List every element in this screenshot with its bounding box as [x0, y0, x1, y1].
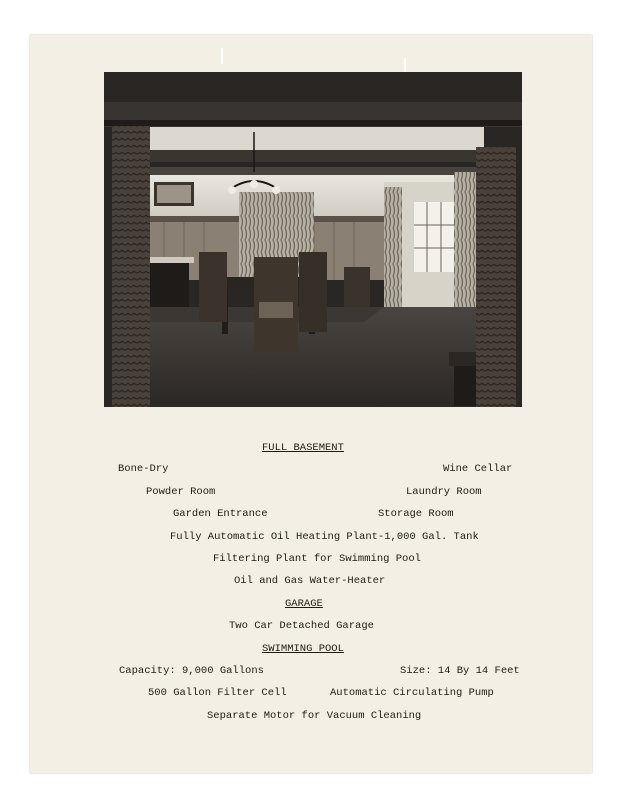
filtering-plant-text: Filtering Plant for Swimming Pool	[213, 553, 421, 565]
water-heater-text: Oil and Gas Water-Heater	[234, 575, 386, 587]
paper-mark	[221, 48, 223, 64]
garage-heading: GARAGE	[285, 598, 323, 610]
wine-cellar-text: Wine Cellar	[443, 463, 513, 475]
swimming-pool-heading: SWIMMING POOL	[262, 643, 344, 655]
storage-room-text: Storage Room	[378, 508, 454, 520]
pool-capacity-text: Capacity: 9,000 Gallons	[119, 665, 264, 677]
garage-detail-text: Two Car Detached Garage	[229, 620, 374, 632]
laundry-room-text: Laundry Room	[406, 486, 482, 498]
pool-size-text: Size: 14 By 14 Feet	[400, 665, 520, 677]
full-basement-heading: FULL BASEMENT	[262, 442, 344, 454]
powder-room-text: Powder Room	[146, 486, 216, 498]
circulating-pump-text: Automatic Circulating Pump	[330, 687, 494, 699]
dining-room-photo	[104, 72, 522, 407]
vacuum-motor-text: Separate Motor for Vacuum Cleaning	[207, 710, 422, 722]
garden-entrance-text: Garden Entrance	[173, 508, 268, 520]
bone-dry-text: Bone-Dry	[118, 463, 169, 475]
filter-cell-text: 500 Gallon Filter Cell	[148, 687, 287, 699]
heating-plant-text: Fully Automatic Oil Heating Plant-1,000 Gal. Tank	[170, 531, 479, 543]
